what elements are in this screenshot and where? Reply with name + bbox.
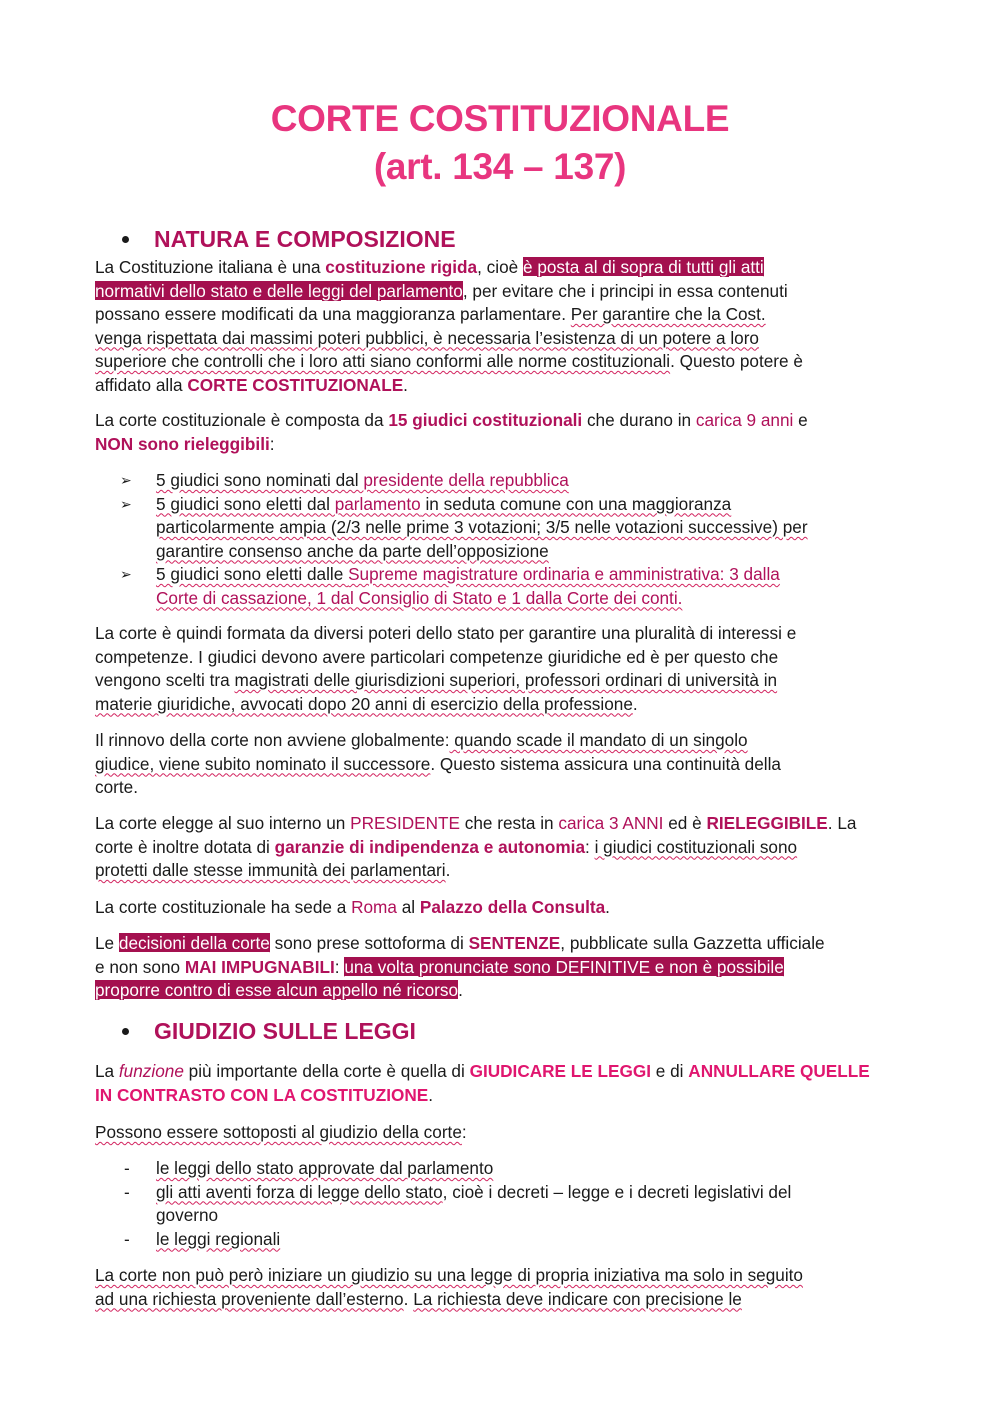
underlined-text: 5 giudici sono nominati dal bbox=[156, 470, 364, 490]
underlined-text: giudice, viene subito nominato il successore bbox=[95, 753, 431, 774]
list-item bbox=[118, 1228, 908, 1252]
underlined-text: presidente della repubblica bbox=[363, 470, 569, 490]
paragraph-sede bbox=[95, 896, 905, 920]
paragraph-intro bbox=[95, 256, 905, 397]
paragraph-formazione bbox=[95, 622, 905, 716]
text: , per evitare che i principi in essa contenuti bbox=[462, 280, 788, 301]
text: SENTENZE bbox=[468, 933, 561, 953]
list-item bbox=[118, 1181, 908, 1228]
underlined-text: gli atti aventi forza di legge dello stato bbox=[156, 1181, 443, 1202]
text: Il rinnovo della corte non avviene globalmente: bbox=[95, 730, 450, 750]
text: La corte elegge al suo interno un bbox=[95, 813, 351, 833]
text: carica 9 anni bbox=[695, 410, 794, 430]
dash-bullet-icon: - bbox=[124, 1158, 130, 1178]
paragraph-sottoposti bbox=[95, 1121, 905, 1145]
list-item bbox=[118, 493, 908, 564]
text: e non sono bbox=[95, 956, 185, 977]
text: . bbox=[428, 1084, 434, 1105]
highlight: è posta al di sopra di tutti gli atti bbox=[522, 257, 764, 277]
highlight: normativi dello stato e delle leggi del parlamento bbox=[95, 280, 463, 301]
text: al bbox=[396, 897, 420, 917]
text: , cioè i decreti – legge e i decreti legislativi del bbox=[442, 1181, 792, 1202]
highlight: decisioni della corte bbox=[118, 933, 270, 953]
document-title: CORTE COSTITUZIONALE bbox=[270, 98, 730, 139]
section-heading-text: GIUDIZIO SULLE LEGGI bbox=[154, 1018, 416, 1044]
underlined-text: venga rispettata dai massimi poteri pubblici, è necessaria l’esistenza di un potere a loro bbox=[95, 327, 759, 348]
text: ed è bbox=[663, 813, 707, 833]
list-item bbox=[118, 563, 908, 610]
text: : bbox=[585, 836, 595, 857]
text: PRESIDENTE bbox=[350, 813, 460, 833]
text: Le bbox=[95, 933, 119, 953]
highlight: una volta pronunciate sono DEFINITIVE e non è possibile bbox=[344, 956, 784, 977]
underlined-text: protetti dalle stesse immunità dei parlamentari bbox=[95, 860, 446, 880]
text: : bbox=[461, 1122, 467, 1142]
underlined-text: Supreme magistrature ordinaria e amministrativa: 3 dalla bbox=[348, 564, 780, 584]
text: La bbox=[95, 1061, 119, 1081]
underlined-text: materie giuridiche, avvocati dopo 20 anni di esercizio della professione bbox=[95, 693, 633, 714]
text: CORTE COSTITUZIONALE bbox=[187, 374, 404, 395]
text: . bbox=[632, 693, 638, 714]
paragraph-funzione bbox=[95, 1060, 905, 1107]
text: RIELEGGIBILE bbox=[706, 813, 828, 833]
text: , pubblicate sulla Gazzetta ufficiale bbox=[560, 933, 825, 953]
text: e di bbox=[651, 1061, 689, 1081]
bullet-icon bbox=[122, 236, 129, 243]
paragraph-decisioni bbox=[95, 932, 905, 1003]
underlined-text: quando scade il mandato di un singolo bbox=[449, 730, 748, 750]
text: MAI IMPUGNABILI bbox=[184, 956, 335, 977]
text: che resta in bbox=[459, 813, 559, 833]
text: . La bbox=[827, 813, 857, 833]
text: , cioè bbox=[477, 257, 523, 277]
underlined-text: Corte di cassazione, 1 dal Consiglio di Stato e 1 dalla Corte dei conti. bbox=[156, 587, 683, 608]
paragraph-rinnovo bbox=[95, 729, 905, 800]
underlined-text: i giudici costituzionali sono bbox=[594, 836, 798, 857]
text: affidato alla bbox=[95, 374, 188, 395]
underlined-text: in seduta comune con una maggioranza bbox=[420, 493, 732, 514]
underlined-text: Possono essere sottoposti al giudizio della corte bbox=[95, 1122, 462, 1142]
text: 15 giudici costituzionali bbox=[388, 410, 583, 430]
underlined-text: particolarmente ampia (2/3 nelle prime 3 votazioni; 3/5 nelle votazioni successive) per bbox=[156, 517, 808, 537]
text: competenze. I giudici devono avere particolari competenze giuridiche ed è per questo che bbox=[95, 646, 779, 667]
underlined-text: La richiesta deve indicare con precisione le bbox=[413, 1288, 742, 1309]
text: La corte costituzionale ha sede a bbox=[95, 897, 352, 917]
text: . Questo sistema assicura una continuità della bbox=[430, 753, 781, 774]
text: più importante della corte è quella di bbox=[183, 1061, 470, 1081]
text: IN CONTRASTO CON LA COSTITUZIONE bbox=[95, 1084, 429, 1105]
text: . bbox=[458, 980, 463, 1000]
underlined-text: ad una richiesta proveniente dall’esterno bbox=[95, 1288, 404, 1309]
section-heading-giudizio bbox=[122, 1018, 416, 1045]
text: Palazzo della Consulta bbox=[419, 897, 606, 917]
text: costituzione rigida bbox=[325, 257, 478, 277]
text: governo bbox=[156, 1205, 219, 1225]
underlined-text: le leggi dello stato approvate dal parlamento bbox=[156, 1158, 494, 1178]
text: sono prese sottoforma di bbox=[269, 933, 469, 953]
section-heading-text: NATURA E COMPOSIZIONE bbox=[154, 226, 456, 252]
text: funzione bbox=[118, 1061, 184, 1081]
text: La corte costituzionale è composta da bbox=[95, 410, 389, 430]
underlined-text: Per garantire che la Cost. bbox=[570, 304, 766, 324]
underlined-text: garantire consenso anche da parte dell’opposizione bbox=[156, 540, 549, 561]
judges-list bbox=[118, 469, 908, 610]
text: GIUDICARE LE LEGGI bbox=[469, 1061, 652, 1081]
text: NON sono rieleggibili bbox=[95, 433, 270, 454]
list-item bbox=[118, 469, 908, 493]
text: : bbox=[334, 956, 345, 977]
text: garanzie di indipendenza e autonomia bbox=[274, 836, 585, 857]
text: La Costituzione italiana è una bbox=[95, 257, 326, 277]
dash-bullet-icon: - bbox=[124, 1181, 130, 1202]
text: carica 3 ANNI bbox=[558, 813, 664, 833]
text: corte. bbox=[95, 777, 138, 797]
text: . Questo potere è bbox=[670, 351, 803, 371]
paragraph-presidente bbox=[95, 812, 905, 883]
text: che durano in bbox=[582, 410, 696, 430]
text: . bbox=[403, 1288, 414, 1309]
highlight: proporre contro di esse alcun appello né ricorso bbox=[95, 980, 459, 1000]
underlined-text: parlamento bbox=[334, 493, 421, 514]
text: : bbox=[269, 433, 275, 454]
paragraph-composizione bbox=[95, 409, 905, 456]
text: corte è inoltre dotata di bbox=[95, 836, 275, 857]
arrow-bullet-icon: ➢ bbox=[120, 472, 132, 488]
arrow-bullet-icon: ➢ bbox=[120, 495, 132, 512]
text: vengono scelti tra bbox=[95, 670, 235, 690]
text: ANNULLARE QUELLE bbox=[688, 1061, 870, 1081]
underlined-text: magistrati delle giurisdizioni superiori, professori ordinari di università in bbox=[234, 670, 778, 690]
underlined-text: 5 giudici sono eletti dal bbox=[156, 493, 335, 514]
laws-list bbox=[118, 1157, 908, 1251]
underlined-text: superiore che controlli che i loro atti siano conformi alle norme costituzionali bbox=[95, 351, 671, 371]
text: . bbox=[445, 860, 451, 880]
bullet-icon bbox=[122, 1028, 129, 1035]
underlined-text: La corte non può però iniziare un giudizio su una legge di propria iniziativa ma solo in seguito bbox=[95, 1265, 803, 1285]
underlined-text: 5 giudici sono eletti dalle bbox=[156, 564, 349, 584]
text: e bbox=[793, 410, 808, 430]
list-item bbox=[118, 1157, 908, 1181]
paragraph-richiesta bbox=[95, 1264, 905, 1311]
arrow-bullet-icon: ➢ bbox=[120, 566, 132, 582]
text: . bbox=[403, 374, 408, 395]
text: possano essere modificati da una maggioranza parlamentare. bbox=[95, 304, 571, 324]
text: La corte è quindi formata da diversi poteri dello stato per garantire una pluralità di interessi e bbox=[95, 623, 797, 643]
dash-bullet-icon: - bbox=[124, 1228, 130, 1249]
underlined-text: le leggi regionali bbox=[156, 1228, 281, 1249]
document-subtitle: (art. 134 – 137) bbox=[373, 146, 627, 187]
text: . bbox=[605, 897, 610, 917]
section-heading-natura bbox=[122, 226, 456, 253]
text: Roma bbox=[351, 897, 397, 917]
